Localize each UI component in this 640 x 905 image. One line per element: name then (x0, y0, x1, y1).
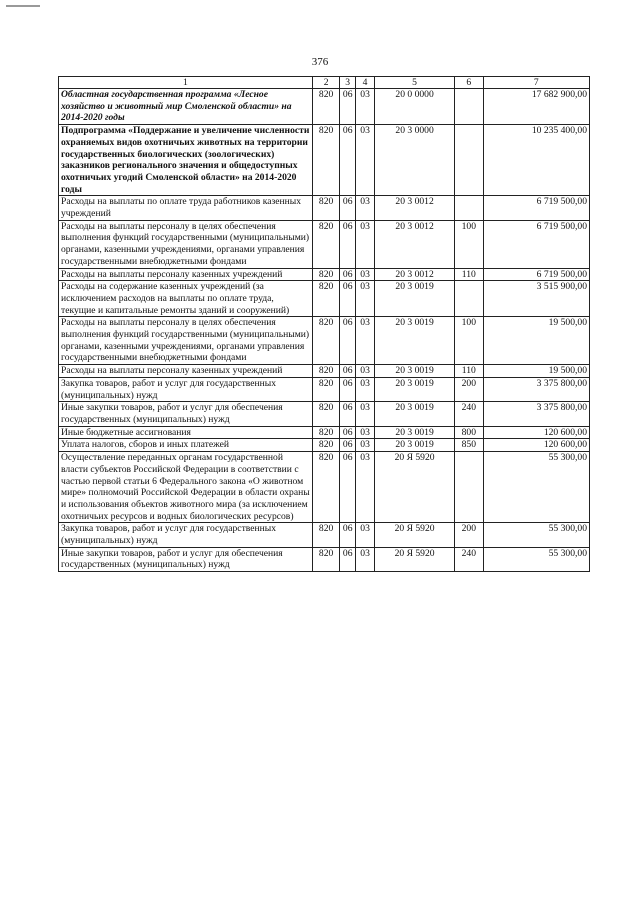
cell-subsection: 03 (356, 523, 375, 547)
cell-amount: 6 719 500,00 (483, 196, 589, 220)
cell-name: Иные закупки товаров, работ и услуг для обеспечения государственных (муниципальных) нужд (59, 547, 313, 571)
cell-amount: 120 600,00 (483, 439, 589, 452)
cell-target-article: 20 3 0019 (375, 281, 455, 317)
cell-target-article: 20 3 0012 (375, 268, 455, 281)
cell-admin-code: 820 (312, 452, 339, 523)
cell-name: Подпрограмма «Поддержание и увеличение численности охраняемых видов охотничьих животных на территории государственных биологических (зоологических) заказников регионального значения и общедоступных охотничьих угодий Смоленской области» на 2014-2020 годы (59, 125, 313, 196)
table-row (59, 523, 590, 547)
cell-amount: 19 500,00 (483, 317, 589, 365)
cell-admin-code: 820 (312, 439, 339, 452)
cell-expense-type (455, 452, 483, 523)
header-cell: 3 (340, 77, 356, 89)
cell-amount: 3 515 900,00 (483, 281, 589, 317)
cell-target-article: 20 Я 5920 (375, 547, 455, 571)
cell-name: Осуществление переданных органам государственной власти субъектов Российской Федерации в соответствии с частью первой статьи 6 Федерального закона «О животном мире» полномочий Российской Федерации в области охраны и использования объектов животного мира (за исключением охотничьих ресурсов и водных биологических ресурсов) (59, 452, 313, 523)
cell-admin-code: 820 (312, 365, 339, 378)
cell-subsection: 03 (356, 439, 375, 452)
cell-subsection: 03 (356, 317, 375, 365)
cell-amount: 10 235 400,00 (483, 125, 589, 196)
cell-subsection: 03 (356, 196, 375, 220)
cell-target-article: 20 3 0019 (375, 317, 455, 365)
header-cell: 4 (356, 77, 375, 89)
cell-target-article: 20 0 0000 (375, 89, 455, 125)
table-row (59, 402, 590, 426)
cell-subsection: 03 (356, 377, 375, 401)
cell-target-article: 20 3 0019 (375, 426, 455, 439)
table-row (59, 89, 590, 125)
table-row (59, 281, 590, 317)
cell-name: Уплата налогов, сборов и иных платежей (59, 439, 313, 452)
table-row (59, 439, 590, 452)
cell-name: Закупка товаров, работ и услуг для государственных (муниципальных) нужд (59, 523, 313, 547)
cell-subsection: 03 (356, 220, 375, 268)
cell-target-article: 20 3 0000 (375, 125, 455, 196)
cell-name: Закупка товаров, работ и услуг для государственных (муниципальных) нужд (59, 377, 313, 401)
cell-expense-type: 800 (455, 426, 483, 439)
cell-target-article: 20 3 0012 (375, 196, 455, 220)
cell-target-article: 20 3 0019 (375, 365, 455, 378)
cell-expense-type (455, 196, 483, 220)
budget-table (58, 76, 590, 572)
cell-section: 06 (340, 523, 356, 547)
cell-section: 06 (340, 439, 356, 452)
cell-name: Расходы на выплаты персоналу в целях обеспечения выполнения функций государственными (муниципальными) органами, казенными учреждениями, органами управления государственными внебюджетными фондами (59, 220, 313, 268)
cell-expense-type: 240 (455, 402, 483, 426)
cell-admin-code: 820 (312, 89, 339, 125)
cell-section: 06 (340, 547, 356, 571)
cell-admin-code: 820 (312, 377, 339, 401)
table-row (59, 220, 590, 268)
table-row (59, 365, 590, 378)
cell-expense-type (455, 281, 483, 317)
header-cell: 7 (483, 77, 589, 89)
cell-admin-code: 820 (312, 402, 339, 426)
cell-admin-code: 820 (312, 220, 339, 268)
header-cell: 2 (312, 77, 339, 89)
cell-name: Расходы на выплаты персоналу казенных учреждений (59, 268, 313, 281)
cell-expense-type: 200 (455, 523, 483, 547)
cell-admin-code: 820 (312, 426, 339, 439)
table-header-row (59, 77, 590, 89)
cell-amount: 55 300,00 (483, 523, 589, 547)
cell-subsection: 03 (356, 125, 375, 196)
cell-amount: 3 375 800,00 (483, 377, 589, 401)
cell-name: Иные закупки товаров, работ и услуг для обеспечения государственных (муниципальных) нужд (59, 402, 313, 426)
cell-section: 06 (340, 268, 356, 281)
cell-section: 06 (340, 317, 356, 365)
cell-section: 06 (340, 377, 356, 401)
cell-target-article: 20 3 0019 (375, 439, 455, 452)
table-row (59, 452, 590, 523)
table-row (59, 317, 590, 365)
cell-subsection: 03 (356, 452, 375, 523)
cell-section: 06 (340, 365, 356, 378)
cell-amount: 120 600,00 (483, 426, 589, 439)
header-cell: 6 (455, 77, 483, 89)
cell-amount: 3 375 800,00 (483, 402, 589, 426)
cell-name: Расходы на выплаты персоналу в целях обеспечения выполнения функций государственными (муниципальными) органами, казенными учреждениями, органами управления государственными внебюджетными фондами (59, 317, 313, 365)
table-row (59, 125, 590, 196)
header-cell: 5 (375, 77, 455, 89)
cell-target-article: 20 Я 5920 (375, 523, 455, 547)
cell-amount: 6 719 500,00 (483, 220, 589, 268)
cell-section: 06 (340, 426, 356, 439)
table-row (59, 547, 590, 571)
cell-target-article: 20 3 0019 (375, 402, 455, 426)
cell-name: Расходы на выплаты персоналу казенных учреждений (59, 365, 313, 378)
cell-expense-type: 240 (455, 547, 483, 571)
cell-name: Расходы на содержание казенных учреждений (за исключением расходов на выплаты по оплате труда, текущие и капитальные ремонты зданий и сооружений) (59, 281, 313, 317)
page-number: 376 (311, 56, 329, 68)
cell-section: 06 (340, 125, 356, 196)
cell-section: 06 (340, 402, 356, 426)
cell-amount: 55 300,00 (483, 547, 589, 571)
cell-amount: 19 500,00 (483, 365, 589, 378)
cell-amount: 55 300,00 (483, 452, 589, 523)
cell-expense-type: 850 (455, 439, 483, 452)
cell-section: 06 (340, 281, 356, 317)
cell-subsection: 03 (356, 281, 375, 317)
cell-admin-code: 820 (312, 125, 339, 196)
cell-amount: 17 682 900,00 (483, 89, 589, 125)
cell-expense-type (455, 125, 483, 196)
cell-subsection: 03 (356, 365, 375, 378)
table-row (59, 268, 590, 281)
cell-expense-type (455, 89, 483, 125)
cell-section: 06 (340, 452, 356, 523)
cell-subsection: 03 (356, 402, 375, 426)
cell-section: 06 (340, 220, 356, 268)
cell-expense-type: 100 (455, 220, 483, 268)
scan-mark (6, 5, 40, 7)
cell-admin-code: 820 (312, 547, 339, 571)
cell-name: Расходы на выплаты по оплате труда работников казенных учреждений (59, 196, 313, 220)
cell-expense-type: 110 (455, 365, 483, 378)
cell-admin-code: 820 (312, 196, 339, 220)
header-cell: 1 (59, 77, 313, 89)
cell-section: 06 (340, 196, 356, 220)
cell-admin-code: 820 (312, 523, 339, 547)
cell-name: Областная государственная программа «Лесное хозяйство и животный мир Смоленской области» на 2014-2020 годы (59, 89, 313, 125)
cell-subsection: 03 (356, 547, 375, 571)
table-row (59, 377, 590, 401)
cell-subsection: 03 (356, 268, 375, 281)
cell-subsection: 03 (356, 426, 375, 439)
cell-target-article: 20 3 0012 (375, 220, 455, 268)
cell-expense-type: 110 (455, 268, 483, 281)
cell-section: 06 (340, 89, 356, 125)
cell-expense-type: 100 (455, 317, 483, 365)
cell-subsection: 03 (356, 89, 375, 125)
table-row (59, 426, 590, 439)
table-row (59, 196, 590, 220)
cell-admin-code: 820 (312, 317, 339, 365)
cell-amount: 6 719 500,00 (483, 268, 589, 281)
cell-expense-type: 200 (455, 377, 483, 401)
cell-target-article: 20 3 0019 (375, 377, 455, 401)
cell-name: Иные бюджетные ассигнования (59, 426, 313, 439)
cell-target-article: 20 Я 5920 (375, 452, 455, 523)
cell-admin-code: 820 (312, 281, 339, 317)
cell-admin-code: 820 (312, 268, 339, 281)
